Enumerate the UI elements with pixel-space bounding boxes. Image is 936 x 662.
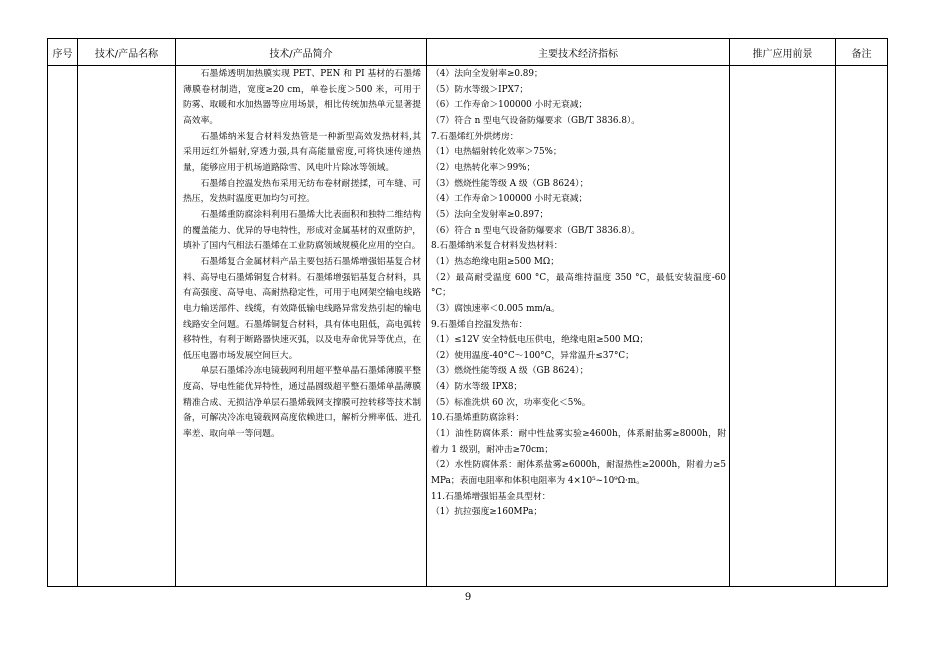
intro-paragraph: 石墨烯透明加热膜实现 PET、PEN 和 PI 基材的石墨烯薄膜卷材制造，宽度≥20 cm，单卷长度＞500 米，可用于防雾、取暖和水加热器等应用场景，相比传统加热单元显著提高效率。 [183, 69, 421, 126]
product-intro-cell [176, 66, 427, 587]
product-table [47, 38, 888, 587]
metric-item: （3）腐蚀速率＜0.005 mm/a。 [431, 303, 560, 314]
metric-item: （2）最高耐受温度 600 °C，最高维持温度 350 °C，最低安装温度-60 °C； [431, 272, 726, 299]
header-prospects: 推广应用前景 [730, 39, 836, 66]
product-name-cell [78, 66, 176, 587]
key-metrics-cell [427, 66, 730, 587]
metric-item: （5）法向全发射率≥0.897； [431, 209, 549, 220]
metric-item: （1）抗拉强度≥160MPa； [431, 507, 543, 518]
metric-item: （3）燃烧性能等级 A 级（GB 8624）； [431, 366, 589, 377]
header-remarks: 备注 [836, 39, 888, 66]
metrics-section-heading: 10.石墨烯重防腐涂料： [431, 413, 525, 424]
metric-item: （2）使用温度-40°C～100°C，异常温升≤37°C； [431, 350, 634, 361]
remarks-cell [836, 66, 888, 587]
metrics-section-heading: 8.石墨烯纳米复合材料发热材料： [431, 241, 563, 252]
metric-item: （6）符合 n 型电气设备防爆要求（GB/T 3836.8）。 [431, 225, 641, 236]
header-product-intro: 技术/产品简介 [176, 39, 427, 66]
intro-paragraph: 单层石墨烯冷冻电镜载网利用超平整单晶石墨烯薄膜平整度高、导电性能优异特性，通过晶圆级超平整石墨烯单晶薄膜精准合成、无损洁净单层石墨烯载网支撑膜可控转移等技术制备，可解决冷冻电镜载网高度依赖进口，解析分辨率低、进孔率差、取向单一等问题。 [183, 366, 421, 440]
intro-paragraph: 石墨烯复合金属材料产品主要包括石墨烯增强铝基复合材料、高导电石墨烯铜复合材料。石墨烯增强铝基复合材料，具有高强度、高导电、高耐热稳定性，可用于电网架空输电线路电力输送部件、线缆，有效降低输电线路异常发热引起的输电线路安全问题。石墨烯铜复合材料，具有体电阻低，高电弧转移特性，有利于断路器快速灭弧，以及电寿命优异等优点，在低压电器市场发展空间巨大。 [183, 256, 421, 361]
metric-item: （5）防水等级＞IPX7； [431, 84, 529, 95]
metric-item: （6）工作寿命＞100000 小时无衰减； [431, 100, 588, 111]
serial-number-cell [48, 66, 78, 587]
metric-item: （4）工作寿命＞100000 小时无衰减； [431, 194, 588, 205]
page-number: 9 [464, 592, 472, 603]
table-row [48, 66, 888, 587]
metric-item: （7）符合 n 型电气设备防爆要求（GB/T 3836.8）。 [431, 115, 641, 126]
metric-item: （5）标准洗烘 60 次，功率变化＜5%。 [431, 397, 591, 408]
metrics-section-heading: 11.石墨烯增强铝基金具型材： [431, 491, 551, 502]
metric-item: （3）燃烧性能等级 A 级（GB 8624）； [431, 178, 589, 189]
metrics-section-heading: 9.石墨烯自控温发热布： [431, 319, 528, 330]
metric-item: （1）电热辐射转化效率＞75%； [431, 147, 562, 158]
metric-item: （4）法向全发射率≥0.89； [431, 69, 543, 79]
header-serial-number: 序号 [48, 39, 78, 66]
metric-item: （2）水性防腐体系：耐体系盐雾≥6000h，耐湿热性≥2000h，附着力≥5 MPa；表面电阻率和体积电阻率为 4×10⁵~10⁹Ω·m。 [431, 460, 726, 487]
table-header-row [48, 39, 888, 66]
intro-paragraph: 石墨烯自控温发热布采用无纺布卷材耐搓揉，可车缝、可热压，发热时温度更加均匀可控。 [183, 178, 421, 205]
metric-item: （4）防水等级 IPX8； [431, 382, 523, 393]
prospects-cell [730, 66, 836, 587]
metric-item: （2）电热转化率＞99%； [431, 162, 536, 173]
metrics-section-heading: 7.石墨烯红外烘烤房： [431, 131, 519, 142]
metric-item: （1）油性防腐体系：耐中性盐雾实验≥4600h，体系耐盐雾≥8000h，附着力 1 级别，耐冲击≥70cm； [431, 429, 726, 455]
header-product-name: 技术/产品名称 [78, 39, 176, 66]
intro-paragraph: 石墨烯重防腐涂料利用石墨烯大比表面积和独特二维结构的覆盖能力、优异的导电特性，形成对金属基材的双重防护，填补了国内气相法石墨烯在工业防腐领域规模化应用的空白。 [183, 209, 421, 252]
metric-item: （1）热态绝缘电阻≥500 MΩ； [431, 256, 560, 267]
metric-item: （1）≤12V 安全特低电压供电，绝缘电阻≥500 MΩ； [431, 335, 649, 346]
intro-paragraph: 石墨烯纳米复合材料发热管是一种新型高效发热材料,其采用远红外辐射,穿透力强,具有高能量密度,可将快速传递热量，能够应用于机场道路除雪、风电叶片除冰等领域。 [183, 131, 421, 173]
header-key-metrics: 主要技术经济指标 [427, 39, 730, 66]
